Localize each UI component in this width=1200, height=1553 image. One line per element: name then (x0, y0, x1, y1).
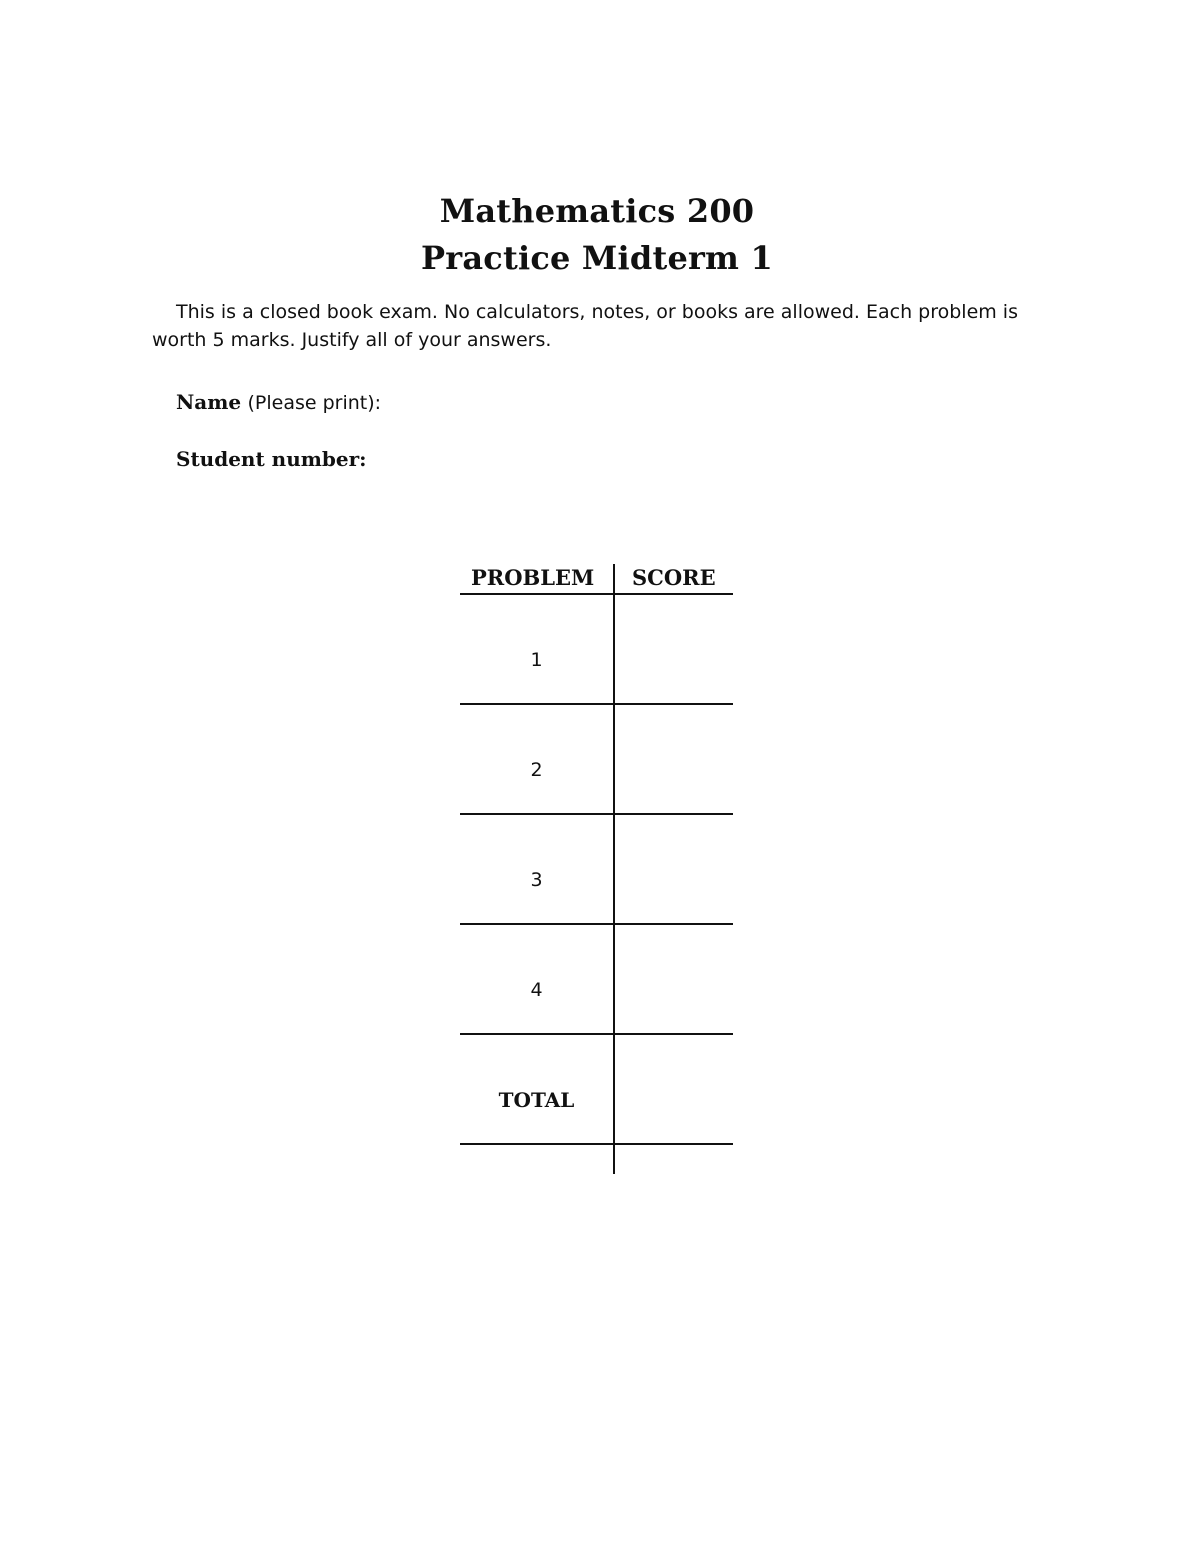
row-rule (460, 1143, 733, 1145)
problem-2-score-box[interactable] (615, 705, 733, 813)
name-label: Name (176, 390, 242, 414)
header-score: SCORE (632, 565, 716, 590)
exam-title: Practice Midterm 1 (421, 239, 773, 277)
header-problem: PROBLEM (471, 565, 595, 590)
problem-4-score-box[interactable] (615, 925, 733, 1033)
name-hint: (Please print): (247, 392, 382, 414)
name-field[interactable] (176, 388, 381, 417)
problem-1-score-box[interactable] (615, 595, 733, 703)
problem-1-label: 1 (530, 649, 543, 671)
problem-3-score-box[interactable] (615, 815, 733, 923)
student-number-label: Student number: (176, 447, 367, 471)
problem-4-label: 4 (530, 979, 543, 1001)
total-label: TOTAL (498, 1088, 575, 1112)
exam-instructions: This is a closed book exam. No calculators, notes, or books are allowed. Each problem is worth 5 marks. Justify all of your answers. (152, 301, 1018, 351)
total-score-box[interactable] (615, 1035, 733, 1143)
problem-2-label: 2 (530, 759, 543, 781)
problem-3-label: 3 (530, 869, 543, 891)
score-table (460, 560, 733, 1174)
course-title: Mathematics 200 (439, 192, 755, 230)
student-number-field[interactable] (176, 445, 367, 473)
